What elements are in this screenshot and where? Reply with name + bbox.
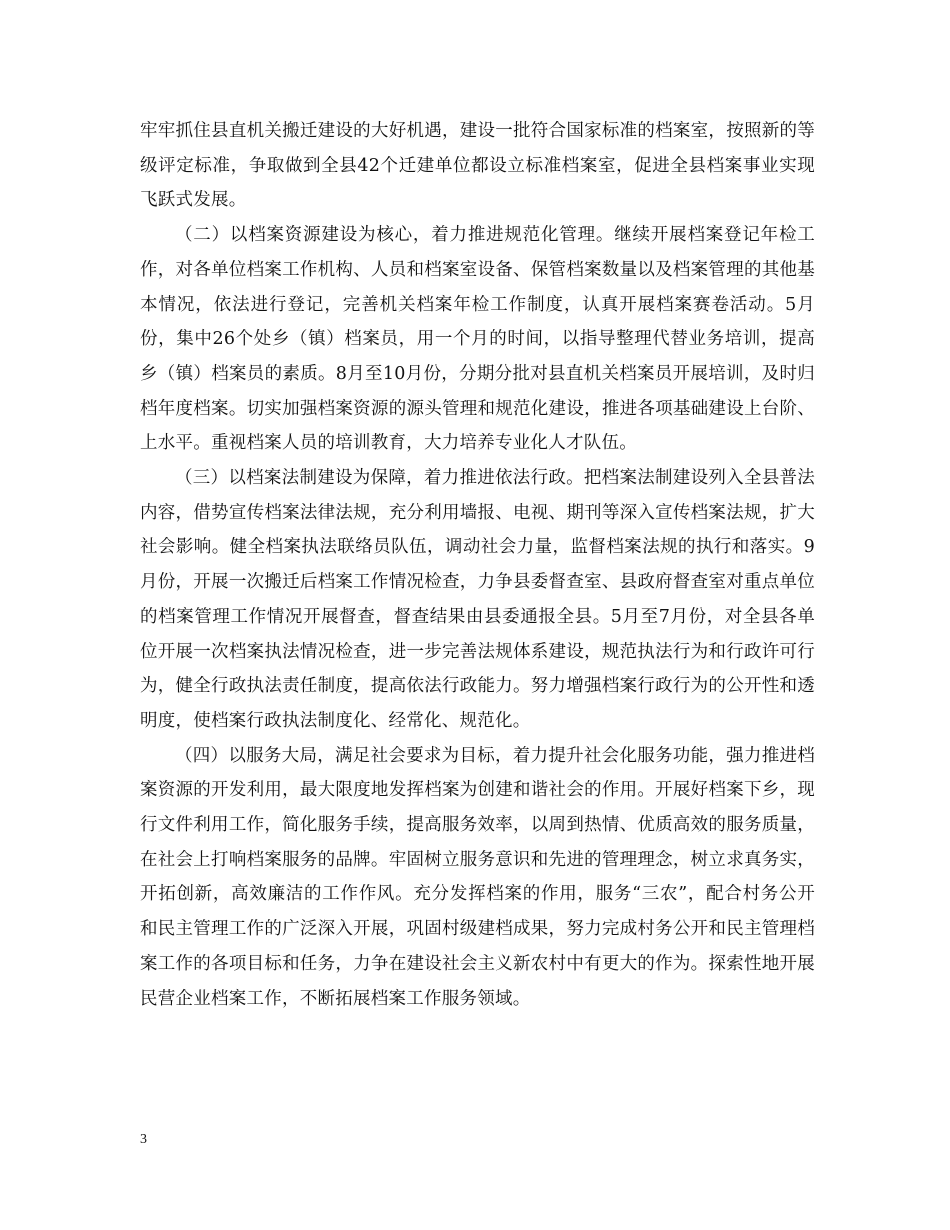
- page-number: 3: [140, 1132, 147, 1147]
- paragraph-continuation: 牢牢抓住县直机关搬迁建设的大好机遇，建设一批符合国家标准的档案室，按照新的等级评定标准，争取做到全县42个迁建单位都设立标准档案室，促进全县档案事业实现飞跃式发展。: [140, 121, 815, 211]
- paragraph-section-four: （四）以服务大局，满足社会要求为目标，着力提升社会化服务功能，强力推进档案资源的开发利用，最大限度地发挥档案为创建和谐社会的作用。开展好档案下乡，现行文件利用工作，简化服务手续，提高服务效率，以周到热情、优质高效的服务质量，在社会上打响档案服务的品牌。牢固树立服务意识和先进的管理理念，树立求真务实，开拓创新，高效廉洁的工作作风。充分发挥档案的作用，服务“三农”，配合村务公开和民主管理工作的广泛深入开展，巩固村级建档成果，努力完成村务公开和民主管理档案工作的各项目标和任务，力争在建设社会主义新农村中有更大的作为。探索性地开展民营企业档案工作，不断拓展档案工作服务领域。: [140, 745, 815, 1009]
- paragraph-section-three: （三）以档案法制建设为保障，着力推进依法行政。把档案法制建设列入全县普法内容，借势宣传档案法律法规，充分利用墙报、电视、期刊等深入宣传档案法规，扩大社会影响。健全档案执法联络员队伍，调动社会力量，监督档案法规的执行和落实。9月份，开展一次搬迁后档案工作情况检查，力争县委督查室、县政府督查室对重点单位的档案管理工作情况开展督查，督查结果由县委通报全县。5月至7月份，对全县各单位开展一次档案执法情况检查，进一步完善法规体系建设，规范执法行为和行政许可行为，健全行政执法责任制度，提高依法行政能力。努力增强档案行政行为的公开性和透明度，使档案行政执法制度化、经常化、规范化。: [140, 468, 815, 731]
- paragraph-section-two: （二）以档案资源建设为核心，着力推进规范化管理。继续开展档案登记年检工作，对各单位档案工作机构、人员和档案室设备、保管档案数量以及档案管理的其他基本情况，依法进行登记，完善机关档案年检工作制度，认真开展档案赛卷活动。5月份，集中26个处乡（镇）档案员，用一个月的时间，以指导整理代替业务培训，提高乡（镇）档案员的素质。8月至10月份，分期分批对县直机关档案员开展培训，及时归档年度档案。切实加强档案资源的源头管理和规范化建设，推进各项基础建设上台阶、上水平。重视档案人员的培训教育，大力培养专业化人才队伍。: [140, 225, 815, 454]
- document-body: [140, 114, 815, 1016]
